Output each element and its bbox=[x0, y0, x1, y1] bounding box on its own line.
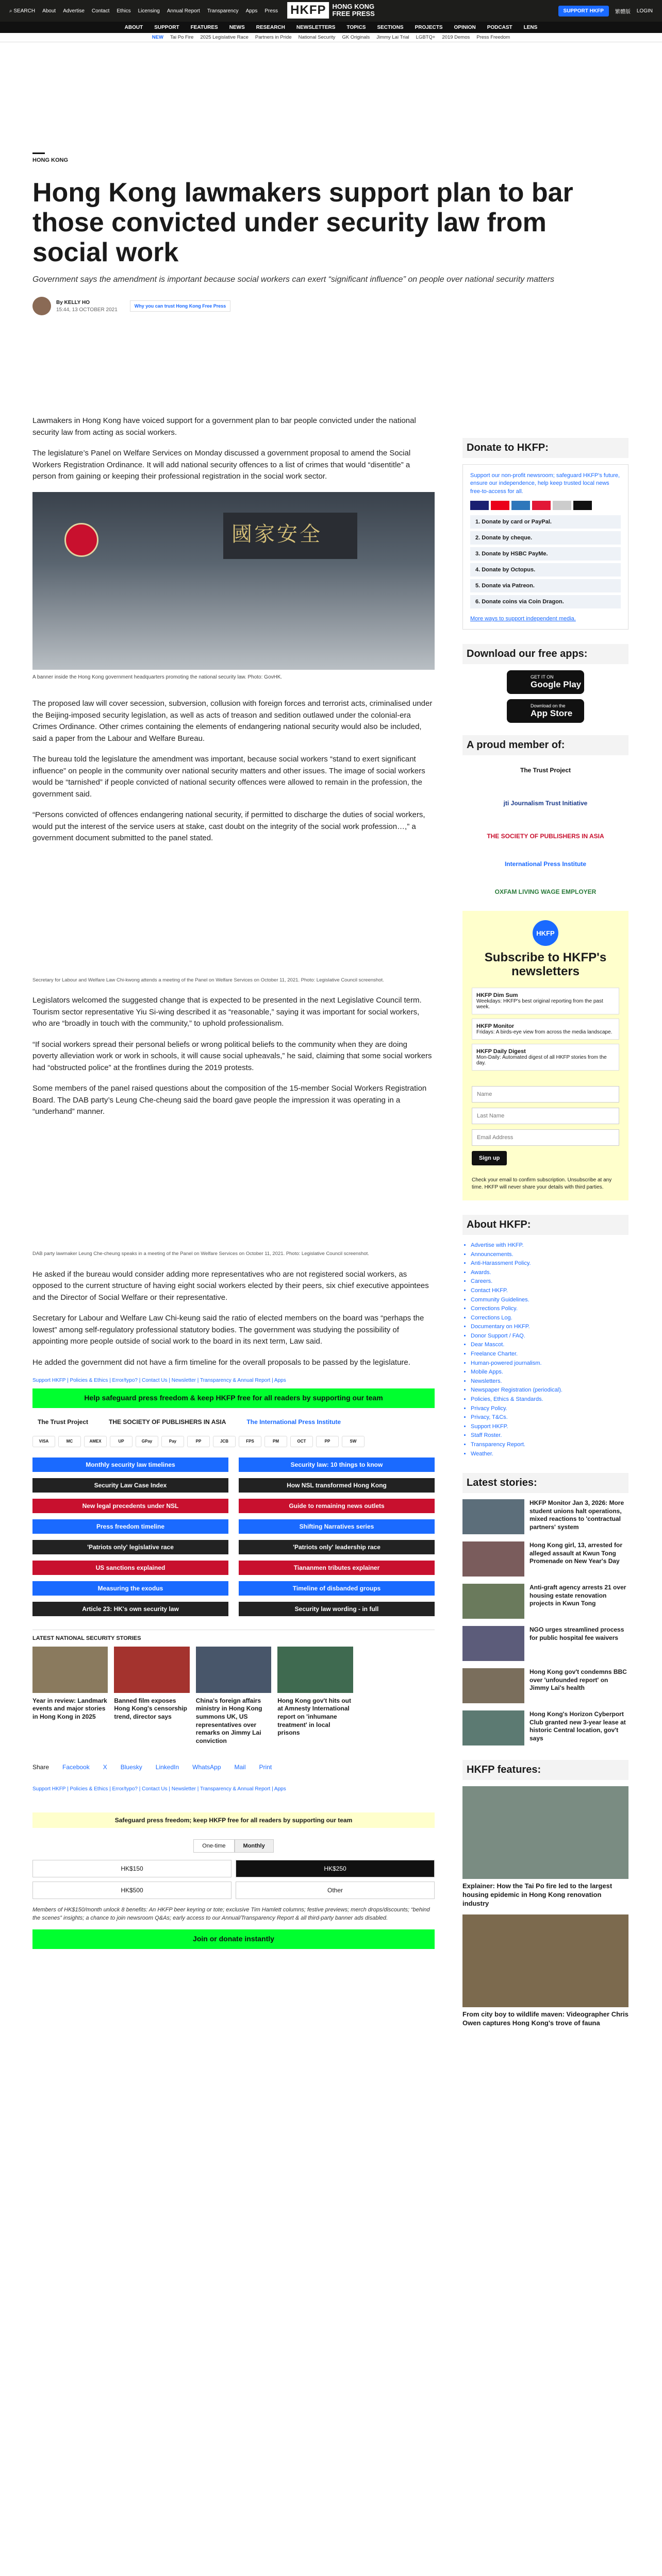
story-title: Hong Kong gov't hits out at Amnesty International report on 'inhumane treatment' in local prisons bbox=[277, 1697, 352, 1737]
about-link[interactable]: • Dear Mascot. bbox=[471, 1341, 628, 1350]
photo-caption: Secretary for Labour and Welfare Law Chi-kwong attends a meeting of the Panel on Welfare Services on October 11, 2021. Photo: Legislative Council screenshot. bbox=[32, 977, 384, 983]
about-link[interactable]: • Announcements. bbox=[471, 1250, 628, 1260]
about-link[interactable]: • Support HKFP. bbox=[471, 1422, 628, 1432]
share-bar bbox=[32, 1764, 435, 1771]
member-logos bbox=[462, 767, 628, 895]
about-link[interactable]: • Contact HKFP. bbox=[471, 1286, 628, 1296]
amount-option[interactable]: Other bbox=[236, 1882, 435, 1899]
story-item[interactable] bbox=[462, 1668, 628, 1703]
visa-icon bbox=[470, 501, 489, 510]
story-title: Hong Kong gov't condemns BBC over 'unfounded report' on Jimmy Lai's health bbox=[529, 1668, 627, 1692]
payment-methods bbox=[32, 1436, 435, 1447]
story-thumbnail bbox=[462, 1541, 524, 1577]
trust-link[interactable]: Why you can trust Hong Kong Free Press bbox=[130, 300, 231, 312]
about-link[interactable]: • Documentary on HKFP. bbox=[471, 1323, 628, 1332]
subnav-item[interactable]: Jimmy Lai Trial bbox=[376, 35, 409, 40]
sidebar bbox=[462, 438, 628, 2028]
amount-option-selected[interactable]: HK$250 bbox=[236, 1860, 435, 1877]
article-text bbox=[32, 698, 435, 844]
share-linkedin[interactable]: LinkedIn bbox=[155, 1764, 179, 1771]
article-text bbox=[32, 415, 435, 483]
paragraph: He asked if the bureau would consider adding more representatives who are not registered social workers, as opposed to the current structure of having eight social workers elected by their peers, six chief executive appointees and the Director of Social Welfare or their representative. bbox=[32, 1269, 429, 1302]
store-caption: Download on the bbox=[531, 703, 566, 709]
author-name[interactable]: By KELLY HO bbox=[56, 299, 90, 306]
top-link[interactable]: Apps bbox=[245, 8, 258, 14]
about-link[interactable]: • Advertise with HKFP. bbox=[471, 1241, 628, 1250]
nav-item[interactable]: RESEARCH bbox=[256, 24, 285, 30]
newsletter-option[interactable] bbox=[472, 988, 619, 1014]
embedded-media-placeholder bbox=[32, 854, 435, 977]
about-link[interactable]: • Human-powered journalism. bbox=[471, 1359, 628, 1368]
about-link[interactable]: • Weather. bbox=[471, 1450, 628, 1459]
topic-link[interactable]: Shifting Narratives series bbox=[239, 1519, 435, 1534]
newsletter-option[interactable] bbox=[472, 1019, 619, 1040]
about-link[interactable]: • Newspaper Registration (periodical). bbox=[471, 1386, 628, 1395]
photo-sign: 國家安全 bbox=[223, 513, 357, 559]
hkfp-logo: HKFP bbox=[533, 920, 558, 946]
story-title: Banned film exposes Hong Kong's censorship trend, director says bbox=[114, 1697, 187, 1720]
nav-item[interactable]: SUPPORT bbox=[154, 24, 179, 30]
newsletter-desc: Weekdays: HKFP's best original reporting from the past week. bbox=[476, 998, 603, 1010]
top-link[interactable]: Advertise bbox=[63, 8, 85, 14]
story-title: China's foreign affairs ministry in Hong Kong summons UK, US representatives over remarks on Jimmy Lai conviction bbox=[195, 1697, 262, 1744]
top-link[interactable]: Licensing bbox=[138, 8, 160, 14]
share-facebook[interactable]: Facebook bbox=[62, 1764, 90, 1771]
googlepay-icon bbox=[553, 501, 571, 510]
story-thumbnail bbox=[462, 1584, 524, 1619]
nav-item[interactable]: ABOUT bbox=[124, 24, 143, 30]
about-link[interactable]: • Community Guidelines. bbox=[471, 1296, 628, 1305]
donate-option[interactable]: 3. Donate by HSBC PayMe. bbox=[470, 547, 621, 561]
topic-link[interactable]: Tiananmen tributes explainer bbox=[239, 1561, 435, 1575]
page-title: Hong Kong lawmakers support plan to bar those convicted under security law from social work bbox=[32, 178, 573, 268]
about-link[interactable]: • Careers. bbox=[471, 1277, 628, 1286]
membership-note: Members of HK$150/month unlock 8 benefits: An HKFP beer keyring or tote; exclusive Tim Hamlett columns; festive previews; merch drops/discounts; “behind the scenes” insights; a chance to join newsroom Q&As; early access to our Annual/Transparency Report & all third-party banner ads disabled. bbox=[32, 1907, 430, 1921]
story-image bbox=[277, 1647, 353, 1693]
topic-link[interactable]: Press freedom timeline bbox=[32, 1519, 228, 1534]
name-field[interactable]: Name bbox=[472, 1086, 619, 1103]
feature-image bbox=[462, 1786, 628, 1879]
latest-stories bbox=[462, 1499, 628, 1745]
story-card[interactable] bbox=[277, 1647, 353, 1745]
about-link[interactable]: • Freelance Charter. bbox=[471, 1350, 628, 1359]
paragraph: He added the government did not have a firm timeline for the overall proposals to be passed by the legislature. bbox=[32, 1358, 410, 1367]
story-image bbox=[32, 1647, 108, 1693]
nav-item[interactable]: PODCAST bbox=[487, 24, 512, 30]
paragraph: The proposed law will cover secession, subversion, collusion with foreign forces and terrorist acts, criminalised under the Beijing-imposed security legislation, as well as acts of treason and sedition outlawed under the colonial-era Crimes Ordinance. Other crimes containing the elements of endangering national security would also be included, said a paper from the Labour and Welfare Bureau. bbox=[32, 699, 433, 743]
topic-link[interactable]: Guide to remaining news outlets bbox=[239, 1499, 435, 1513]
share-whatsapp[interactable]: WhatsApp bbox=[192, 1764, 221, 1771]
sidebar-heading: About HKFP: bbox=[462, 1215, 628, 1235]
subnav-item[interactable]: Press Freedom bbox=[476, 35, 510, 40]
top-link[interactable]: Press bbox=[264, 8, 278, 14]
payment-methods bbox=[470, 501, 621, 510]
topic-link[interactable]: Security Law Case Index bbox=[32, 1478, 228, 1493]
feature-image bbox=[462, 1914, 628, 2007]
footer-links[interactable]: Support HKFP | Policies & Ethics | Error/typo? | Contact Us | Newsletter | Transparency & Annual Report | Apps bbox=[32, 1378, 286, 1384]
subnav-item[interactable]: 2025 Legislative Race bbox=[200, 35, 249, 40]
feature-item[interactable] bbox=[462, 1786, 628, 1908]
last-name-field[interactable]: Last Name bbox=[472, 1108, 619, 1124]
story-card[interactable] bbox=[114, 1647, 189, 1745]
share-bluesky[interactable]: Bluesky bbox=[120, 1764, 142, 1771]
top-link[interactable]: About bbox=[42, 8, 56, 14]
payment-icon: OCT bbox=[290, 1436, 313, 1447]
nav-item[interactable]: NEWSLETTERS bbox=[296, 24, 336, 30]
donate-option[interactable]: 5. Donate via Patreon. bbox=[470, 579, 621, 592]
language-link[interactable]: 繁體版 bbox=[615, 9, 631, 15]
logo-mark: HKFP bbox=[287, 2, 329, 19]
about-link[interactable]: • Donor Support / FAQ. bbox=[471, 1332, 628, 1341]
store-name: Google Play bbox=[531, 680, 582, 690]
unionpay-icon bbox=[532, 501, 551, 510]
donate-option[interactable]: 2. Donate by cheque. bbox=[470, 531, 621, 545]
avatar bbox=[32, 297, 51, 315]
share-print[interactable]: Print bbox=[259, 1764, 272, 1771]
feature-title: Explainer: How the Tai Po fire led to the largest housing epidemic in Hong Kong renovation industry bbox=[462, 1882, 613, 1907]
subnav-item[interactable]: Tai Po Fire bbox=[170, 35, 194, 40]
payment-icon: Pay bbox=[161, 1436, 184, 1447]
story-title: Hong Kong girl, 13, arrested for alleged assault at Kwun Tong Promenade on New Year's Day bbox=[529, 1541, 623, 1565]
story-title: HKFP Monitor Jan 3, 2026: More student unions halt operations, mixed reactions to 'contractual partners' system bbox=[529, 1499, 624, 1531]
topic-link[interactable]: Measuring the exodus bbox=[32, 1581, 228, 1596]
mastercard-icon bbox=[491, 501, 509, 510]
top-link[interactable]: Ethics bbox=[117, 8, 131, 14]
main-nav bbox=[0, 22, 662, 33]
payment-icon: UP bbox=[110, 1436, 133, 1447]
donate-text[interactable]: Support our non-profit newsroom; safeguard HKFP's future, ensure our independence, help keep trusted local news free-to-access for all. bbox=[470, 472, 620, 495]
donate-option[interactable]: 1. Donate by card or PayPal. bbox=[470, 515, 621, 529]
topic-grid bbox=[32, 1458, 435, 1616]
standfirst: Government says the amendment is important because social workers can exert “significant influence” on people over national security matters bbox=[32, 275, 555, 284]
feature-title: From city boy to wildlife maven: Videographer Chris Owen captures Hong Kong's trove of fauna bbox=[462, 2010, 628, 2027]
about-list bbox=[462, 1241, 628, 1459]
sidebar-heading: Donate to HKFP: bbox=[462, 438, 628, 458]
topic-link[interactable]: 'Patriots only' leadership race bbox=[239, 1540, 435, 1554]
logo-line2: FREE PRESS bbox=[332, 10, 375, 18]
donate-box bbox=[462, 464, 628, 630]
about-link[interactable]: • Awards. bbox=[471, 1268, 628, 1278]
sidebar-heading: A proud member of: bbox=[462, 735, 628, 755]
story-card[interactable] bbox=[32, 1647, 108, 1745]
topic-link[interactable]: Security law: 10 things to know bbox=[239, 1458, 435, 1472]
story-title: Hong Kong's Horizon Cyberport Club granted new 3-year lease at historic Central location, gov't says bbox=[529, 1710, 626, 1742]
publish-date: 15:44, 13 OCTOBER 2021 bbox=[56, 307, 118, 313]
signup-heading: Subscribe to HKFP's newsletters bbox=[484, 951, 607, 978]
search-button[interactable]: ⌕ SEARCH bbox=[9, 8, 36, 14]
latest-heading: LATEST NATIONAL SECURITY STORIES bbox=[32, 1630, 435, 1641]
paragraph: Some members of the panel raised questions about the composition of the 15-member Social Workers Registration Board. The DAB party’s Leung Che-cheung said the board gave people the impression it was operating in a “underhand” manner. bbox=[32, 1084, 427, 1116]
sidebar-heading: Latest stories: bbox=[462, 1473, 628, 1493]
newsletter-desc: Mon-Daily: Automated digest of all HKFP stories from the day. bbox=[476, 1054, 607, 1066]
logo-line1: HONG KONG bbox=[332, 3, 375, 11]
about-link[interactable]: • Anti-Harassment Policy. bbox=[471, 1259, 628, 1268]
nav-item[interactable]: SECTIONS bbox=[377, 24, 404, 30]
one-time-tab[interactable]: One-time bbox=[193, 1839, 234, 1853]
story-item[interactable] bbox=[462, 1710, 628, 1745]
story-item[interactable] bbox=[462, 1499, 628, 1534]
newsletter-name: HKFP Dim Sum bbox=[476, 992, 518, 998]
nav-item[interactable]: LENS bbox=[523, 24, 538, 30]
topic-link[interactable]: Timeline of disbanded groups bbox=[239, 1581, 435, 1596]
subnav-item[interactable]: GK Originals bbox=[342, 35, 370, 40]
top-link[interactable]: Contact bbox=[91, 8, 110, 14]
story-image bbox=[114, 1647, 189, 1693]
top-bar bbox=[0, 0, 662, 22]
hk-emblem-icon bbox=[64, 523, 98, 557]
share-x[interactable]: X bbox=[103, 1764, 107, 1771]
trust-logos bbox=[38, 1418, 435, 1426]
payment-icon: JCB bbox=[213, 1436, 236, 1447]
monthly-tab[interactable]: Monthly bbox=[235, 1839, 274, 1853]
paragraph: “Persons convicted of offences endangering national security, if permitted to discharge the duties of social workers, would put the interest of the service users at stake, cast doubt on the integrity of the social work profession…,” a government document submitted to the panel stated. bbox=[32, 810, 425, 842]
member-logo[interactable]: OXFAM LIVING WAGE EMPLOYER bbox=[494, 888, 597, 896]
byline bbox=[32, 297, 625, 315]
applepay-icon bbox=[573, 501, 592, 510]
paragraph: The bureau told the legislature the amendment was important, because social workers “stand to exert significant influence” on people in the community over national security matters and other issues. The image of social workers would be “tarnished” if people convicted of national security offences were allowed to remain in the profession, the government said. bbox=[32, 755, 425, 799]
story-item[interactable] bbox=[462, 1626, 628, 1661]
payment-icon: GPay bbox=[136, 1436, 158, 1447]
donate-option[interactable]: 4. Donate by Octopus. bbox=[470, 563, 621, 577]
payment-icon: AMEX bbox=[84, 1436, 107, 1447]
story-thumbnail bbox=[462, 1710, 524, 1745]
topic-link[interactable]: US sanctions explained bbox=[32, 1561, 228, 1575]
paragraph: Secretary for Labour and Welfare Law Chi-keung said the ratio of elected members on the board was “perhaps the lowest” among self-regulatory professional statutory bodies. The government was studying the possibility of appointing more people outside of social work to the board in its next term, Law said. bbox=[32, 1314, 424, 1346]
member-logo[interactable]: The Trust Project bbox=[520, 767, 571, 774]
footer-links[interactable]: Support HKFP | Policies & Ethics | Error/typo? | Contact Us | Newsletter | Transparency & Annual Report | Apps bbox=[32, 1786, 286, 1792]
support-button[interactable]: SUPPORT HKFP bbox=[558, 6, 609, 16]
article-photo[interactable] bbox=[32, 492, 435, 670]
member-logo[interactable]: International Press Institute bbox=[504, 860, 587, 868]
amount-option[interactable]: HK$500 bbox=[32, 1882, 231, 1899]
newsletter-name: HKFP Daily Digest bbox=[476, 1048, 526, 1055]
nav-item[interactable]: FEATURES bbox=[190, 24, 218, 30]
about-link[interactable]: • Transparency Report. bbox=[471, 1440, 628, 1450]
paragraph: The legislature’s Panel on Welfare Services on Monday discussed a government proposal to amend the Social Workers Registration Ordinance. It will add national security offences to a list of crimes that would “disentitle” a person from gaining or keeping their professional registration in the social work sector. bbox=[32, 449, 411, 481]
story-image bbox=[196, 1647, 271, 1693]
more-ways-link[interactable]: More ways to support independent media. bbox=[470, 616, 576, 622]
story-title: Year in review: Landmark events and major stories in Hong Kong in 2025 bbox=[32, 1697, 107, 1720]
payment-icon: SW bbox=[342, 1436, 365, 1447]
google-play-button[interactable] bbox=[507, 670, 584, 694]
story-thumbnail bbox=[462, 1499, 524, 1534]
trust-logo[interactable]: The International Press Institute bbox=[246, 1418, 341, 1426]
latest-cards bbox=[32, 1647, 435, 1745]
story-item[interactable] bbox=[462, 1584, 628, 1619]
nav-item[interactable]: TOPICS bbox=[346, 24, 366, 30]
embedded-media-placeholder bbox=[32, 1127, 435, 1251]
paragraph: “If social workers spread their personal beliefs or wrong political beliefs to the community when they are doing poverty alleviation work or work in schools, it will cause social upheavals,” he said, claiming that some social workers had “obstructed police” at the frontlines during the 2019 protests. bbox=[32, 1040, 432, 1072]
new-badge: NEW bbox=[152, 35, 163, 40]
section-kicker[interactable]: HONG KONG bbox=[32, 152, 45, 163]
article-text bbox=[32, 1269, 435, 1369]
share-mail[interactable]: Mail bbox=[234, 1764, 246, 1771]
payment-icon: VISA bbox=[32, 1436, 55, 1447]
newsletter-option[interactable] bbox=[472, 1044, 619, 1071]
store-caption: GET IT ON bbox=[531, 674, 554, 680]
paragraph: Legislators welcomed the suggested change that is expected to be presented in the next Legislative Council term. Tourism sector representative Yiu Si-wing described it as “reasonable,” saying it was important for social workers, who are “broadly in touch with the community,” to uphold professionalism. bbox=[32, 996, 422, 1028]
payment-icon: FPS bbox=[239, 1436, 261, 1447]
photo-caption: A banner inside the Hong Kong government headquarters promoting the national security law. Photo: GovHK. bbox=[32, 674, 283, 680]
store-name: App Store bbox=[531, 708, 573, 719]
topic-link[interactable]: Monthly security law timelines bbox=[32, 1458, 228, 1472]
topic-link[interactable]: 'Patriots only' legislative race bbox=[32, 1540, 228, 1554]
article-header bbox=[32, 152, 625, 315]
payment-icon: PP bbox=[316, 1436, 339, 1447]
about-link[interactable]: • Staff Roster. bbox=[471, 1431, 628, 1440]
topic-link[interactable]: How NSL transformed Hong Kong bbox=[239, 1478, 435, 1493]
nav-item[interactable]: PROJECTS bbox=[415, 24, 443, 30]
donate-cta[interactable]: Join or donate instantly bbox=[32, 1929, 435, 1949]
story-thumbnail bbox=[462, 1626, 524, 1661]
story-title: Anti-graft agency arrests 21 over housing estate renovation projects in Kwun Tong bbox=[529, 1584, 626, 1607]
signup-note: Check your email to confirm subscription. Unsubscribe at any time. HKFP will never share your details with third parties. bbox=[472, 1177, 612, 1190]
support-banner[interactable]: Help safeguard press freedom & keep HKFP free for all readers by supporting our team bbox=[32, 1388, 435, 1408]
about-link[interactable]: • Privacy, T&Cs. bbox=[471, 1413, 628, 1422]
subnav-item[interactable]: Partners in Pride bbox=[255, 35, 292, 40]
about-link[interactable]: • Policies, Ethics & Standards. bbox=[471, 1395, 628, 1404]
sub-nav bbox=[0, 33, 662, 42]
payment-icon: PM bbox=[264, 1436, 287, 1447]
subnav-item[interactable]: 2019 Demos bbox=[442, 35, 470, 40]
about-link[interactable]: • Corrections Log. bbox=[471, 1314, 628, 1323]
nav-item[interactable]: OPINION bbox=[454, 24, 476, 30]
feature-item[interactable] bbox=[462, 1914, 628, 2028]
top-link[interactable]: Transparency bbox=[207, 8, 239, 14]
about-link[interactable]: • Mobile Apps. bbox=[471, 1368, 628, 1377]
amount-option[interactable]: HK$150 bbox=[32, 1860, 231, 1877]
search-label: SEARCH bbox=[13, 8, 36, 14]
top-link[interactable]: Annual Report bbox=[167, 8, 200, 14]
article-text bbox=[32, 995, 435, 1118]
story-item[interactable] bbox=[462, 1541, 628, 1577]
about-link[interactable]: • Privacy Policy. bbox=[471, 1404, 628, 1414]
newsletter-desc: Fridays: A birds-eye view from across the media landscape. bbox=[476, 1029, 613, 1035]
member-logo[interactable]: jti Journalism Trust Initiative bbox=[503, 800, 588, 807]
amex-icon bbox=[511, 501, 530, 510]
story-title: NGO urges streamlined process for public hospital fee waivers bbox=[529, 1626, 624, 1641]
payment-icon: MC bbox=[58, 1436, 81, 1447]
member-logo[interactable]: THE SOCIETY OF PUBLISHERS IN ASIA bbox=[487, 833, 604, 840]
email-field[interactable]: Email Address bbox=[472, 1129, 619, 1146]
site-logo[interactable] bbox=[287, 2, 375, 19]
donate-line: Safeguard press freedom; keep HKFP free for all readers by supporting our team bbox=[32, 1812, 435, 1828]
topic-link[interactable]: Article 23: HK's own security law bbox=[32, 1602, 228, 1616]
topic-link[interactable]: New legal precedents under NSL bbox=[32, 1499, 228, 1513]
share-label: Share bbox=[32, 1764, 49, 1771]
newsletter-name: HKFP Monitor bbox=[476, 1023, 515, 1029]
trust-logo[interactable]: THE SOCIETY OF PUBLISHERS IN ASIA bbox=[109, 1418, 226, 1426]
paragraph: Lawmakers in Hong Kong have voiced support for a government plan to bar people convicted under the national security law from acting as social workers. bbox=[32, 416, 416, 437]
photo-caption: DAB party lawmaker Leung Che-cheung speaks in a meeting of the Panel on Welfare Services on October 11, 2021. Photo: Legislative Council screenshot. bbox=[32, 1250, 369, 1257]
app-store-button[interactable] bbox=[507, 699, 584, 723]
newsletter-signup bbox=[462, 911, 628, 1200]
topic-link[interactable]: Security law wording - in full bbox=[239, 1602, 435, 1616]
payment-icon: PP bbox=[187, 1436, 210, 1447]
nav-item[interactable]: NEWS bbox=[229, 24, 245, 30]
sidebar-heading: HKFP features: bbox=[462, 1760, 628, 1780]
about-link[interactable]: • Newsletters. bbox=[471, 1377, 628, 1386]
donate-widget bbox=[32, 1812, 435, 1948]
signup-button[interactable]: Sign up bbox=[472, 1151, 507, 1165]
trust-logo[interactable]: The Trust Project bbox=[38, 1418, 89, 1426]
story-card[interactable] bbox=[196, 1647, 271, 1745]
about-link[interactable]: • Corrections Policy. bbox=[471, 1304, 628, 1314]
article-body bbox=[32, 415, 435, 1949]
story-thumbnail bbox=[462, 1668, 524, 1703]
subnav-item[interactable]: LGBTQ+ bbox=[416, 35, 436, 40]
sidebar-heading: Download our free apps: bbox=[462, 644, 628, 664]
amount-options bbox=[32, 1860, 435, 1899]
login-link[interactable]: LOGIN bbox=[636, 8, 653, 14]
logo-text bbox=[332, 3, 374, 17]
donate-option[interactable]: 6. Donate coins via Coin Dragon. bbox=[470, 595, 621, 608]
subnav-item[interactable]: National Security bbox=[298, 35, 336, 40]
